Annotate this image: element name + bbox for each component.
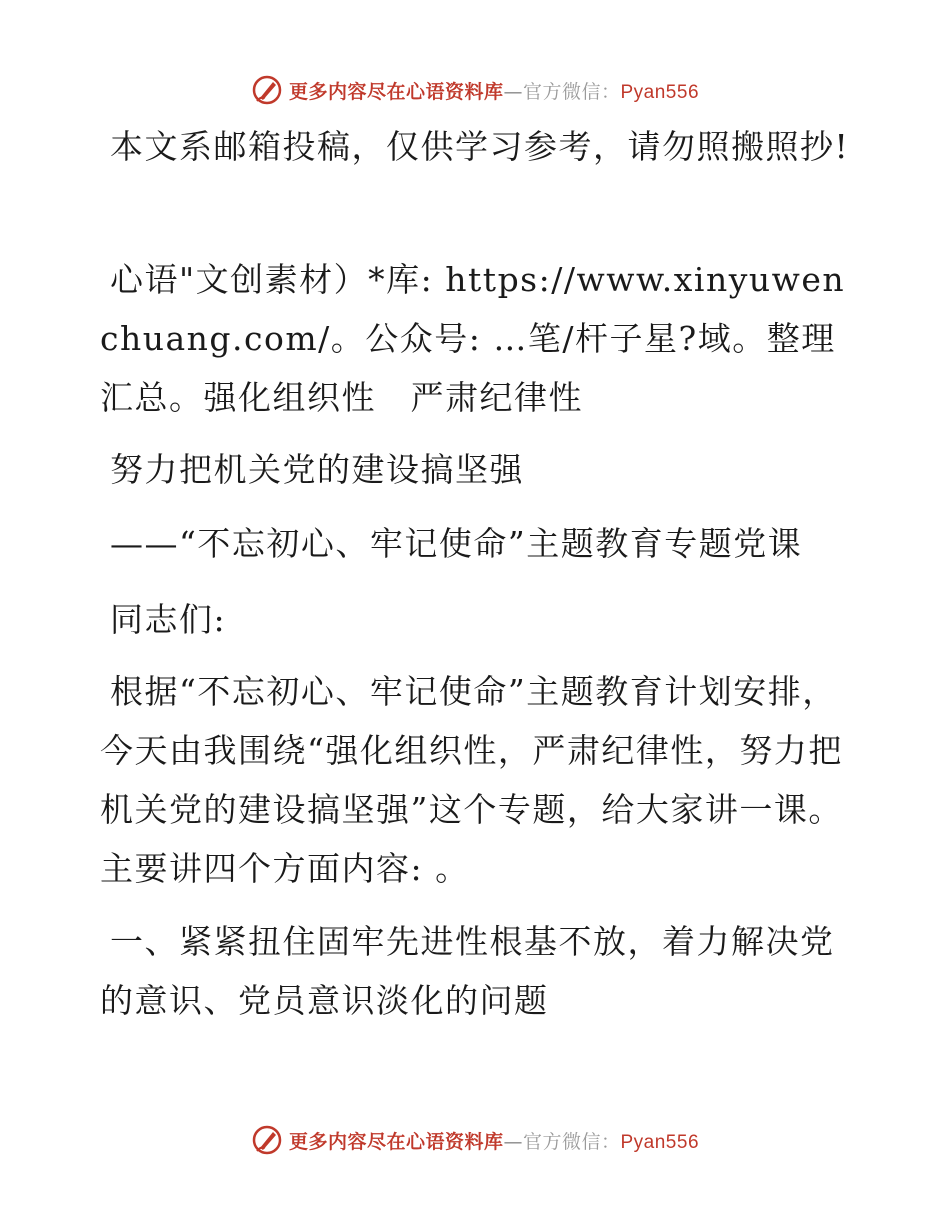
banner-main: 更多内容尽在心语资料库: [288, 80, 504, 103]
quill-logo-icon: [251, 74, 283, 106]
banner-text: [289, 1127, 699, 1154]
banner-text: [289, 77, 699, 104]
banner-wechat-id: Pyan556: [620, 81, 700, 103]
paragraph-intro: 根据“不忘初心、牢记使命”主题教育计划安排，今天由我围绕“强化组织性，严肃纪律性，努力把机关党的建设搞坚强”这个专题，给大家讲一课。主要讲四个方面内容: 。: [100, 672, 843, 888]
paragraph-heading-one: 一、紧紧扭住固牢先进性根基不放，着力解决党的意识、党员意识淡化的问题: [100, 922, 835, 1020]
banner-wechat-label: 官方微信：: [522, 80, 621, 103]
paragraph-source: 心语"文创素材）*库: https://www.xinyuwenchuang.com/。公众号: …笔/杆子星?域。整理汇总。强化组织性 严肃纪律性: [100, 260, 846, 417]
quill-logo-icon: [251, 1124, 283, 1156]
banner-dash: —: [503, 1130, 523, 1153]
banner-wechat-label: 官方微信：: [522, 1130, 621, 1153]
banner-dash: —: [503, 80, 523, 103]
paragraph-notice: 本文系邮箱投稿，仅供学习参考，请勿照搬照抄!: [110, 127, 850, 166]
paragraph-subtitle: ——“不忘初心、牢记使命”主题教育专题党课: [110, 524, 803, 563]
paragraph-greeting: 同志们:: [110, 600, 227, 639]
banner-main: 更多内容尽在心语资料库: [288, 1130, 504, 1153]
header-banner: [0, 70, 950, 110]
banner-wechat-id: Pyan556: [620, 1131, 700, 1153]
paragraph-title: 努力把机关党的建设搞坚强: [110, 450, 524, 489]
footer-banner: [0, 1120, 950, 1160]
